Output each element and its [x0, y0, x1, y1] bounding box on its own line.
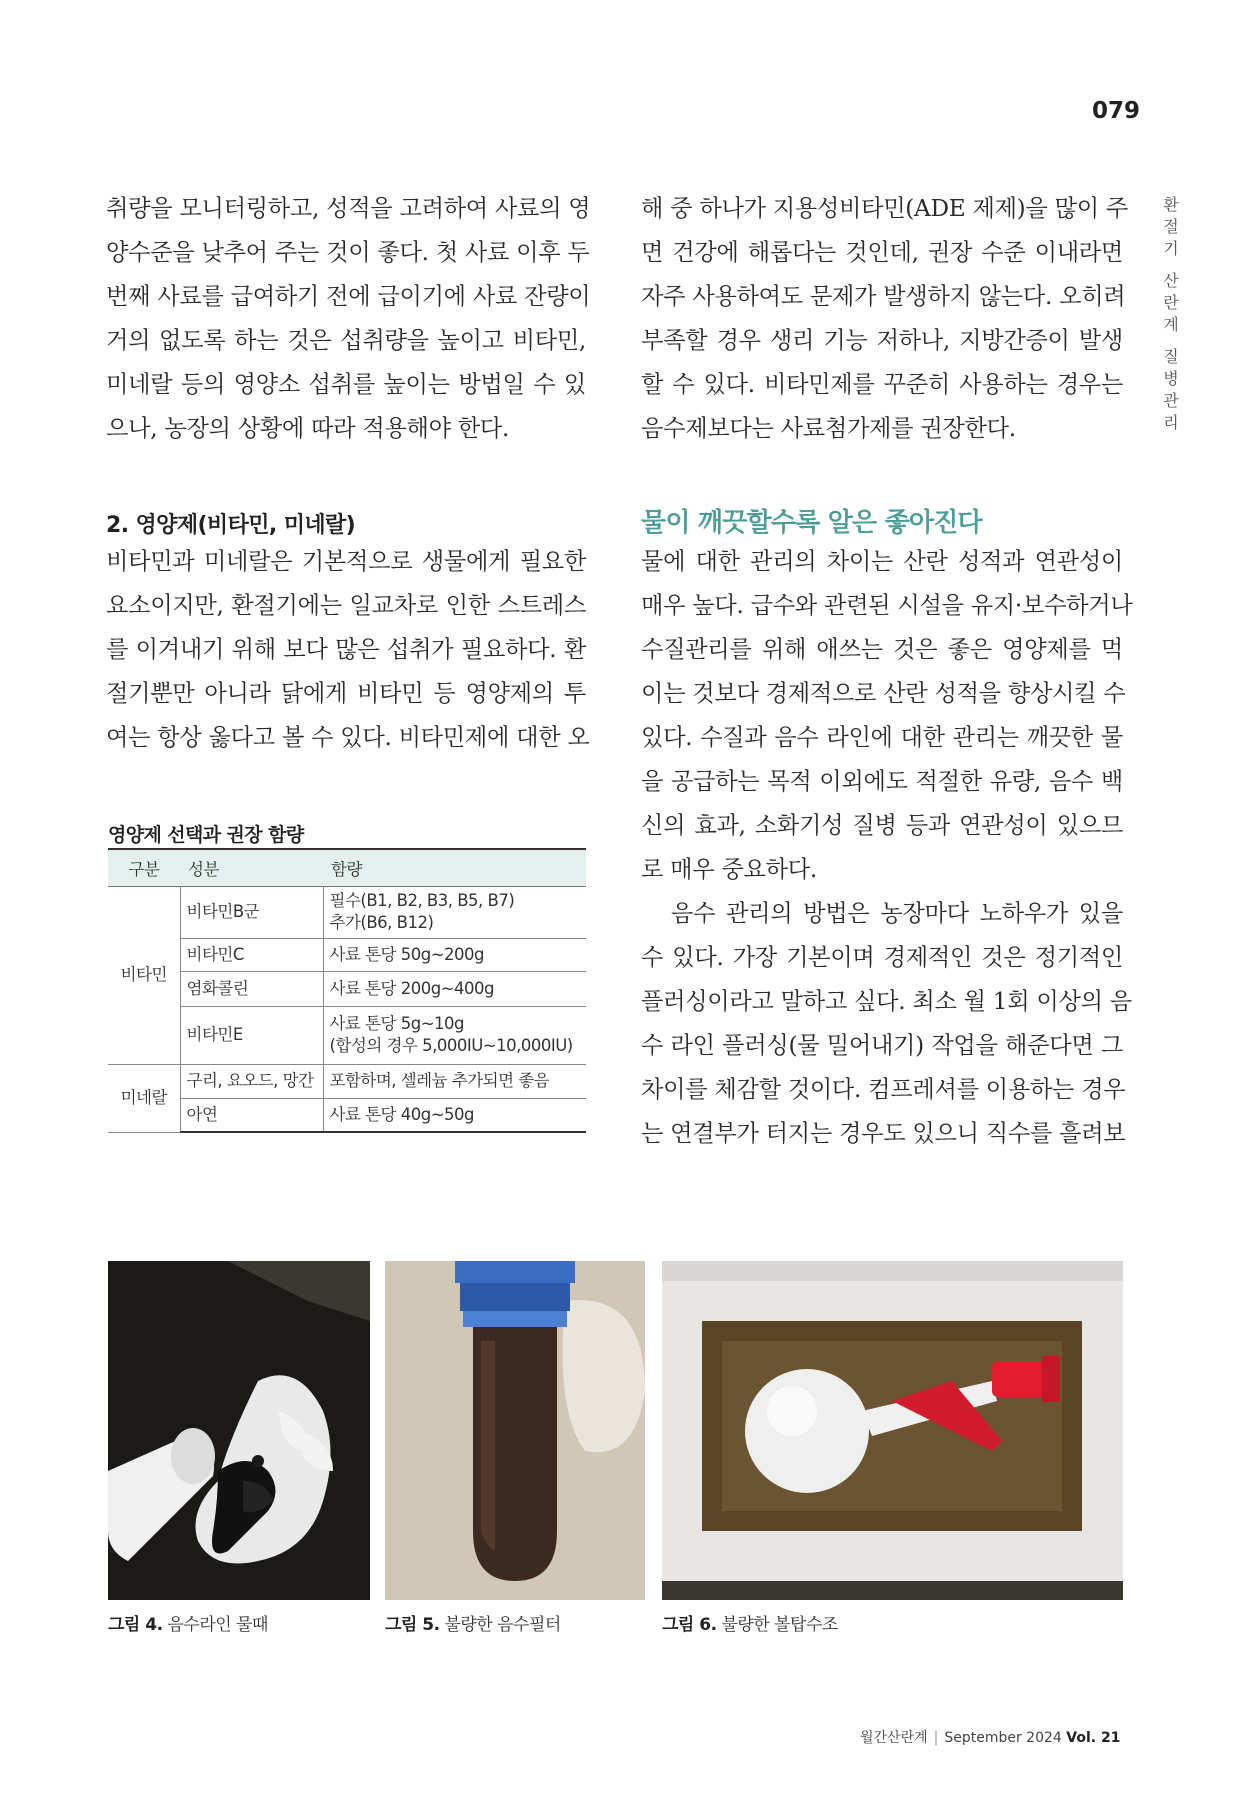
text-line: 있다. 수질과 음수 라인에 대한 관리는 깨끗한 물 [641, 724, 1123, 751]
page-number: 079 [1091, 98, 1140, 124]
table-cell-amount: 사료 톤당 40g~50g [323, 1098, 586, 1132]
table-cell-component: 아연 [180, 1098, 323, 1132]
text-line: 를 이겨내기 위해 보다 많은 섭취가 필요하다. 환 [106, 636, 586, 663]
table-cell-component: 염화콜린 [180, 971, 323, 1006]
figure-6-caption: 그림 6. 불량한 볼탑수조 [662, 1615, 838, 1635]
table-row [108, 1006, 586, 1064]
text-line: 자주 사용하여도 문제가 발생하지 않는다. 오히려 [641, 283, 1126, 310]
table-header-component: 성분 [180, 849, 323, 886]
text-line: 매우 높다. 급수와 관련된 시설을 유지·보수하거나 [641, 592, 1133, 619]
text-line: 수 라인 플러싱(물 밀어내기) 작업을 해준다면 그 [641, 1032, 1123, 1059]
water-paragraph-1 [641, 540, 1133, 892]
text-line: 으나, 농장의 상황에 따라 적용해야 한다. [106, 415, 510, 442]
text-line: 미네랄 등의 영양소 섭취를 높이는 방법일 수 있 [106, 371, 586, 398]
left-intro-paragraph [106, 187, 591, 451]
section-heading-supplements: 2. 영양제(비타민, 미네랄) [106, 513, 356, 538]
table-cell-amount: 사료 톤당 5g~10g (합성의 경우 5,000IU~10,000IU) [323, 1006, 586, 1064]
table-cell-amount: 포함하며, 셀레늄 추가되면 좋음 [323, 1064, 586, 1098]
text-line: 면 건강에 해롭다는 것인데, 권장 수준 이내라면 [641, 239, 1123, 266]
table-title: 영양제 선택과 권장 함량 [108, 824, 304, 846]
text-line: 는 연결부가 터지는 경우도 있으니 직수를 흘려보 [641, 1120, 1126, 1147]
water-paragraph-2 [641, 892, 1132, 1156]
figure-5-caption: 그림 5. 불량한 음수필터 [385, 1615, 561, 1635]
text-line: 여는 항상 옳다고 볼 수 있다. 비타민제에 대한 오 [106, 724, 590, 751]
text-line: 부족할 경우 생리 기능 저하나, 지방간증이 발생 [641, 327, 1123, 354]
figure-4-caption: 그림 4. 음수라인 물때 [108, 1615, 268, 1635]
table-row [108, 938, 586, 971]
text-line: 수질관리를 위해 애쓰는 것은 좋은 영양제를 먹 [641, 636, 1123, 663]
text-line: 할 수 있다. 비타민제를 꾸준히 사용하는 경우는 [641, 371, 1123, 398]
text-line: 로 매우 중요하다. [641, 856, 817, 883]
text-line: 요소이지만, 환절기에는 일교차로 인한 스트레스 [106, 592, 586, 619]
table-group-vitamin: 비타민 [108, 886, 180, 1064]
text-line: 비타민과 미네랄은 기본적으로 생물에게 필요한 [106, 548, 586, 575]
figure-6-photo [662, 1261, 1123, 1600]
side-tab-section-title: 환 절 기 산 란 계 질 병 관 리 [1163, 195, 1179, 432]
text-line: 음수 관리의 방법은 농장마다 노하우가 있을 [671, 900, 1123, 927]
text-line: 번째 사료를 급여하기 전에 급이기에 사료 잔량이 [106, 283, 591, 310]
text-line: 차이를 체감할 것이다. 컴프레셔를 이용하는 경우 [641, 1076, 1126, 1103]
text-line: 절기뿐만 아니라 닭에게 비타민 등 영양제의 투 [106, 680, 586, 707]
supplements-paragraph [106, 540, 590, 760]
table-row [108, 1098, 586, 1132]
section-heading-water: 물이 깨끗할수록 알은 좋아진다 [641, 508, 982, 538]
footer-magazine: 월간산란계 [860, 1730, 928, 1746]
table-cell-amount: 필수(B1, B2, B3, B5, B7) 추가(B6, B12) [323, 886, 586, 938]
text-line: 수 있다. 가장 기본이며 경제적인 것은 정기적인 [641, 944, 1123, 971]
table-group-mineral: 미네랄 [108, 1064, 180, 1132]
supplement-table [108, 848, 586, 1133]
footer-volume: Vol. 21 [1066, 1730, 1121, 1746]
table-row [108, 886, 586, 938]
text-line: 플러싱이라고 말하고 싶다. 최소 월 1회 이상의 음 [641, 988, 1132, 1015]
footer-date: September 2024 [944, 1730, 1062, 1746]
text-line: 을 공급하는 목적 이외에도 적절한 유량, 음수 백 [641, 768, 1123, 795]
table-cell-component: 비타민B군 [180, 886, 323, 938]
text-line: 양수준을 낮추어 주는 것이 좋다. 첫 사료 이후 두 [106, 239, 590, 266]
table-cell-component: 비타민E [180, 1006, 323, 1064]
right-intro-paragraph [641, 187, 1128, 451]
table-cell-amount: 사료 톤당 200g~400g [323, 971, 586, 1006]
figure-5-photo [385, 1261, 645, 1600]
text-line: 음수제보다는 사료첨가제를 권장한다. [641, 415, 1016, 442]
text-line: 취량을 모니터링하고, 성적을 고려하여 사료의 영 [106, 195, 591, 222]
table-header-amount: 함량 [323, 849, 586, 886]
table-header-category: 구분 [108, 849, 180, 886]
text-line: 신의 효과, 소화기성 질병 등과 연관성이 있으므 [641, 812, 1123, 839]
text-line: 물에 대한 관리의 차이는 산란 성적과 연관성이 [641, 548, 1123, 575]
figure-4-photo [108, 1261, 370, 1600]
table-cell-component: 비타민C [180, 938, 323, 971]
footer: 월간산란계 | September 2024 Vol. 21 [860, 1730, 1121, 1746]
text-line: 거의 없도록 하는 것은 섭취량을 높이고 비타민, [106, 327, 586, 354]
table-cell-component: 구리, 요오드, 망간 [180, 1064, 323, 1098]
table-row [108, 1064, 586, 1098]
table-row [108, 971, 586, 1006]
text-line: 해 중 하나가 지용성비타민(ADE 제제)을 많이 주 [641, 195, 1128, 222]
text-line: 이는 것보다 경제적으로 산란 성적을 향상시킬 수 [641, 680, 1126, 707]
table-cell-amount: 사료 톤당 50g~200g [323, 938, 586, 971]
